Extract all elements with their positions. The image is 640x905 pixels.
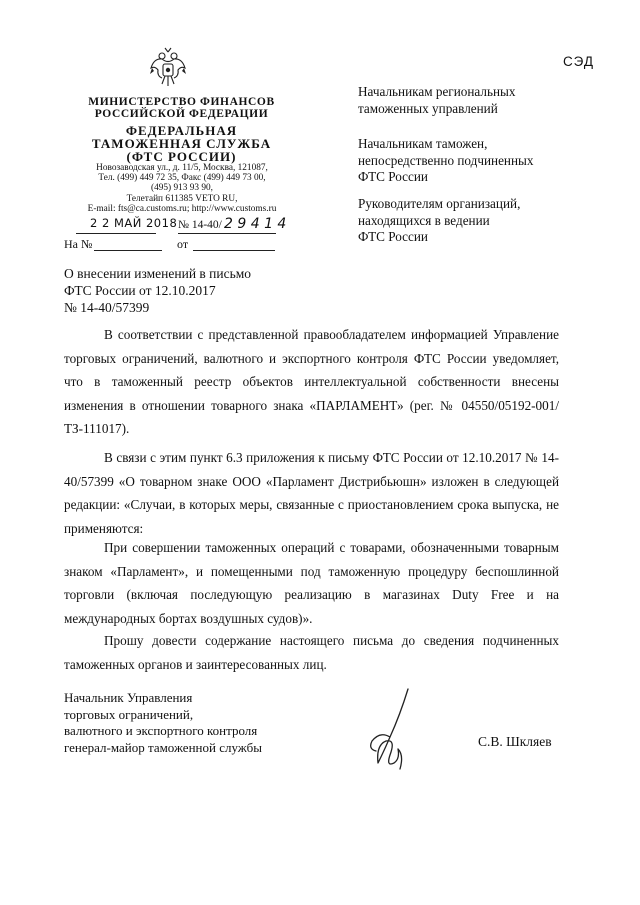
signatory-title-line: валютного и экспортного контроля xyxy=(64,723,258,738)
signatory-title xyxy=(64,690,304,756)
body-paragraph-1: В соответствии с представленной правообладателем информацией Управление торговых ограничений, валютного и экспортного контроля ФТС России уведомляет, что в таможенный реестр объектов интеллектуальной собственности внесены изменения в отношении товарного знака «ПАРЛАМЕНТ» (рег. № 04550/05192-001/ТЗ-111017). xyxy=(64,327,559,437)
ot-label: от xyxy=(177,237,189,251)
body-paragraph-4: Прошу довести содержание настоящего письма до сведения подчиненных таможенных органов и заинтересованных лиц. xyxy=(64,633,559,672)
addressee-line: таможенных управлений xyxy=(358,100,498,116)
number-underline xyxy=(178,233,276,234)
registration-number-prefix: № 14-40/ xyxy=(178,219,222,231)
na-label: На № xyxy=(64,237,93,251)
service-line-3: (ФТС РОССИИ) xyxy=(126,149,237,164)
addressee-block xyxy=(358,136,588,186)
addressee-line: Начальникам региональных xyxy=(358,84,516,99)
signatory-title-line: Начальник Управления xyxy=(64,690,193,705)
addressee-line: ФТС России xyxy=(358,229,428,244)
na-underline xyxy=(94,250,162,251)
ministry-line-2: РОССИЙСКОЙ ФЕДЕРАЦИИ xyxy=(94,108,269,120)
addressee-line: Начальникам таможен, xyxy=(358,136,488,151)
handwritten-signature xyxy=(360,685,430,775)
subject-line-3: № 14-40/57399 xyxy=(64,300,150,315)
body-paragraph-2: В связи с этим пункт 6.3 приложения к письму ФТС России от 12.10.2017 № 14-40/57399 «О товарном знаке ООО «Парламент Дистрибьюшн» изложен в следующей редакции: «Случаи, в которых меры, связанные с приостановлением срока выпуска, не применяются: xyxy=(64,450,559,536)
address-line-5: E-mail: fts@ca.customs.ru; http://www.customs.ru xyxy=(87,203,277,214)
addressee-line: находящихся в ведении xyxy=(358,212,490,228)
subject-line-1: О внесении изменений в письмо xyxy=(64,266,252,281)
letter-subject xyxy=(64,265,304,316)
addressee-block xyxy=(358,196,588,246)
signer-name: С.В. Шкляев xyxy=(478,734,552,749)
registration-date: 2 2 МАЙ 2018 xyxy=(90,216,178,230)
address-line-3: (495) 913 93 90, xyxy=(151,183,213,194)
registration-number-handwritten: 2 9 4 1 4 xyxy=(224,216,287,232)
addressee-line: Руководителям организаций, xyxy=(358,196,521,211)
address-line-4: Телетайп 611385 VETO RU, xyxy=(126,193,238,204)
service-line-1: ФЕДЕРАЛЬНАЯ xyxy=(125,123,238,138)
address-line-2: Тел. (499) 449 72 35, Факс (499) 449 73 00, xyxy=(98,173,266,184)
signatory-title-line: торговых ограничений, xyxy=(64,706,194,722)
addressee-line: ФТС России xyxy=(358,169,428,184)
addressee-block xyxy=(358,84,588,117)
ministry-line-1: МИНИСТЕРСТВО ФИНАНСОВ xyxy=(88,96,275,108)
body-paragraph-3: При совершении таможенных операций с товарами, обозначенными товарным знаком «Парламент», и помещенными под таможенную процедуру беспошлинной торговли (включая последующую реализацию в магазинах Duty Free и на международных бортах воздушных судов)». xyxy=(64,540,559,626)
signatory-title-line: генерал-майор таможенной службы xyxy=(64,739,262,755)
ministry-name xyxy=(84,96,279,120)
address-line-1: Новозаводская ул., д. 11/5, Москва, 121087, xyxy=(96,163,268,173)
addressee-line: непосредственно подчиненных xyxy=(358,152,534,168)
subject-line-2: ФТС России от 12.10.2017 xyxy=(64,283,216,298)
date-underline xyxy=(76,233,156,234)
service-line-2: ТАМОЖЕННАЯ СЛУЖБА xyxy=(91,136,272,151)
address-block xyxy=(78,163,286,214)
ot-underline xyxy=(193,250,275,251)
coat-of-arms-emblem xyxy=(148,46,188,90)
sed-mark: СЭД xyxy=(563,54,594,69)
service-name xyxy=(84,124,279,163)
